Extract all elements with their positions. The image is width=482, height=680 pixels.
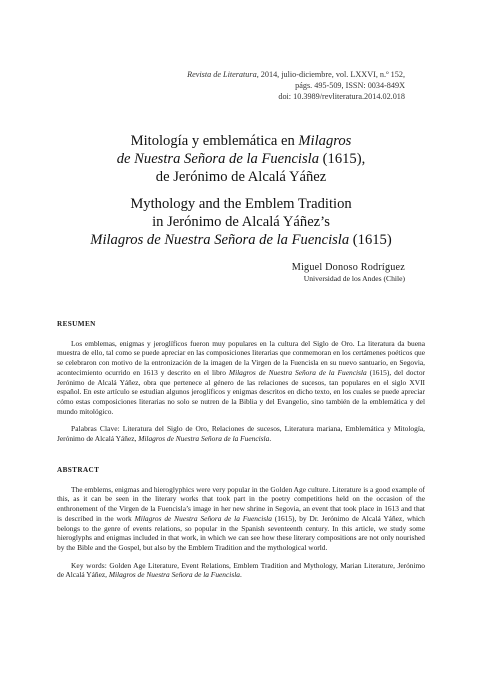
doi: doi: 10.3989/revliteratura.2014.02.018 [278, 91, 405, 101]
keywords-label-en: Key words: [71, 560, 107, 570]
abstract-section [57, 466, 425, 580]
author-block [145, 262, 405, 284]
resumen-heading: RESUMEN [57, 320, 96, 328]
title-es-line3: de Jerónimo de Alcalá Yáñez [155, 169, 327, 185]
author-affiliation: Universidad de los Andes (Chile) [303, 274, 405, 283]
keywords-list-en: Golden Age Literature, Event Relations, Emblem Tradition and Mythology, Marian Literature, Jerónimo de Alcalá Yáñez, [57, 560, 426, 580]
resumen-text-end: (1615), del doctor Jerónimo de Alcalá Yáñez, obra que pertenece al género de las relaciones de sucesos, tan populares en el siglo XVII español. En este artículo se estudian algunos jeroglíficos y enigmas descritos en dicho texto, en los cuales se puede apreciar cómo estas composiciones literarias no solo se nutren de la Biblia y del Evangelio, sino también de la emblemática y del mundo mitológico. [57, 367, 425, 416]
pages-issn: págs. 495-509, ISSN: 0034-849X [295, 80, 405, 90]
title-english [40, 195, 442, 249]
title-en-line2: in Jerónimo de Alcalá Yáñez’s [152, 214, 330, 230]
title-en-line3: (1615) [349, 232, 392, 248]
issue-info: , 2014, julio-diciembre, vol. LXXVI, n.º 152, [256, 70, 405, 79]
abstract-paragraph [57, 485, 425, 553]
title-en-line3-italic: Milagros de Nuestra Señora de la Fuencisla [90, 232, 350, 248]
resumen-keywords [57, 424, 425, 443]
citation-line [105, 70, 405, 81]
title-es-line2-italic: de Nuestra Señora de la Fuencisla [116, 151, 320, 167]
abstract-book-title: Milagros de Nuestra Señora de la Fuencisla [134, 513, 272, 523]
resumen-section [57, 320, 425, 444]
resumen-text: Los emblemas, enigmas y jeroglíficos fueron muy populares en la cultura del Siglo de Oro. La literatura da buena muestra de ello, tal como se puede apreciar en las composiciones literarias que conmemoran en los certámenes poéticos que se celebraron con motivo de la entronización de la imagen de la Virgen de la Fuencisla en su nuevo santuario, en Segovia, acontecimiento ocurrido en 1613 y descrito en el libro [57, 338, 425, 377]
keywords-book-title: Milagros de Nuestra Señora de la Fuencisla [138, 434, 270, 444]
author-name: Miguel Donoso Rodríguez [291, 262, 405, 273]
keywords-end: . [269, 434, 272, 444]
keywords-end-en: . [239, 570, 242, 580]
keywords-label: Palabras Clave: [71, 424, 120, 434]
resumen-book-title: Milagros de Nuestra Señora de la Fuencisla [228, 367, 367, 377]
abstract-keywords [57, 561, 425, 580]
keywords-book-title-en: Milagros de Nuestra Señora de la Fuencisla [108, 570, 240, 580]
titles [40, 132, 442, 249]
resumen-paragraph [57, 339, 425, 417]
abstract-text: The emblems, enigmas and hieroglyphics were very popular in the Golden Age culture. Literature is a good example of this, as it can be seen in the literary works that took part in the poetry competitions held on the occasion of the enthronement of the Virgen de la Fuencisla’s image in her new shrine in Segovia, an event that took place in 1613 and that is described in the work [57, 484, 425, 523]
title-spanish [40, 132, 442, 186]
title-en-line1: Mythology and the Emblem Tradition [130, 196, 352, 212]
title-es-line2: (1615), [319, 151, 366, 167]
journal-name: Revista de Literatura [187, 70, 257, 79]
citation-header [105, 70, 405, 102]
title-es-line1-italic: Milagros [298, 133, 352, 149]
keywords-list: Literatura del Siglo de Oro, Relaciones de sucesos, Literatura mariana, Emblemática y Mitología, Jerónimo de Alcalá Yáñez, [57, 424, 425, 444]
abstract-heading: ABSTRACT [57, 466, 100, 474]
abstract-text-end: (1615), by Dr. Jerónimo de Alcalá Yáñez, which belongs to the genre of events relations, so popular in the Spanish seventeenth century. In this article, we study some hieroglyphs and enigmas included in that work, in which we can see how these literary compositions are not only nourished by the Bible and the Gospel, but also by the Emblem Tradition and the mythological world. [57, 513, 426, 552]
title-es-line1: Mitología y emblemática en [130, 133, 299, 149]
